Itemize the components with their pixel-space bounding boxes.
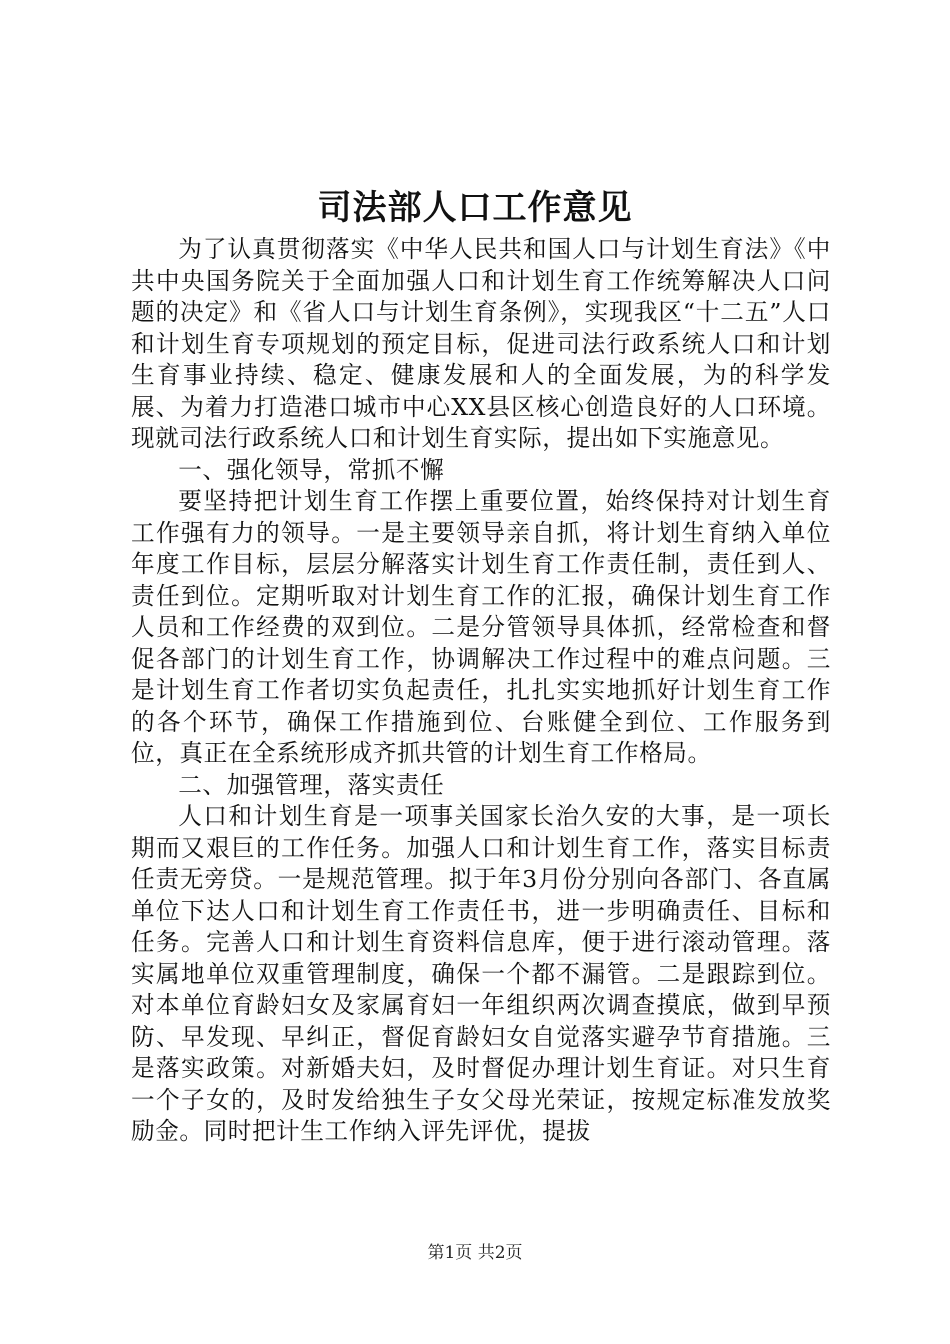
section-1-heading: 一、强化领导，常抓不懈 (178, 455, 445, 484)
section-2-paragraph: 人口和计划生育是一项事关国家长治久安的大事，是一项长期而又艰巨的工作任务。加强人口和计划生育工作，落实目标责任责无旁贷。一是规范管理。拟于年3月份分别向各部门、各直属单位下达人口和计划生育工作责任书，进一步明确责任、目标和任务。完善人口和计划生育资料信息库，便于进行滚动管理。落实属地单位双重管理制度，确保一个都不漏管。二是跟踪到位。对本单位育龄妇女及家属育妇一年组织两次调查摸底，做到早预防、早发现、早纠正，督促育龄妇女自觉落实避孕节育措施。三是落实政策。对新婚夫妇，及时督促办理计划生育证。对只生育一个子女的，及时发给独生子女父母光荣证，按规定标准发放奖励金。同时把计生工作纳入评先评优，提拔 (131, 802, 831, 1145)
document-body (131, 234, 831, 1148)
page-footer: 第1页 共2页 (427, 1243, 523, 1263)
document-title: 司法部人口工作意见 (317, 188, 633, 228)
intro-paragraph: 为了认真贯彻落实《中华人民共和国人口与计划生育法》《中共中央国务院关于全面加强人口和计划生育工作统筹解决人口问题的决定》和《省人口与计划生育条例》，实现我区“十二五”人口和计划生育专项规划的预定目标，促进司法行政系统人口和计划生育事业持续、稳定、健康发展和人的全面发展，为的科学发展、为着力打造港口城市中心XX县区核心创造良好的人口环境。现就司法行政系统人口和计划生育实际，提出如下实施意见。 (131, 235, 831, 452)
section-1-paragraph: 要坚持把计划生育工作摆上重要位置，始终保持对计划生育工作强有力的领导。一是主要领导亲自抓，将计划生育纳入单位年度工作目标，层层分解落实计划生育工作责任制，责任到人、责任到位。定期听取对计划生育工作的汇报，确保计划生育工作人员和工作经费的双到位。二是分管领导具体抓，经常检查和督促各部门的计划生育工作，协调解决工作过程中的难点问题。三是计划生育工作者切实负起责任，扎扎实实地抓好计划生育工作的各个环节，确保工作措施到位、台账健全到位、工作服务到位，真正在全系统形成齐抓共管的计划生育工作格局。 (131, 487, 831, 767)
section-2-heading: 二、加强管理，落实责任 (178, 770, 445, 799)
